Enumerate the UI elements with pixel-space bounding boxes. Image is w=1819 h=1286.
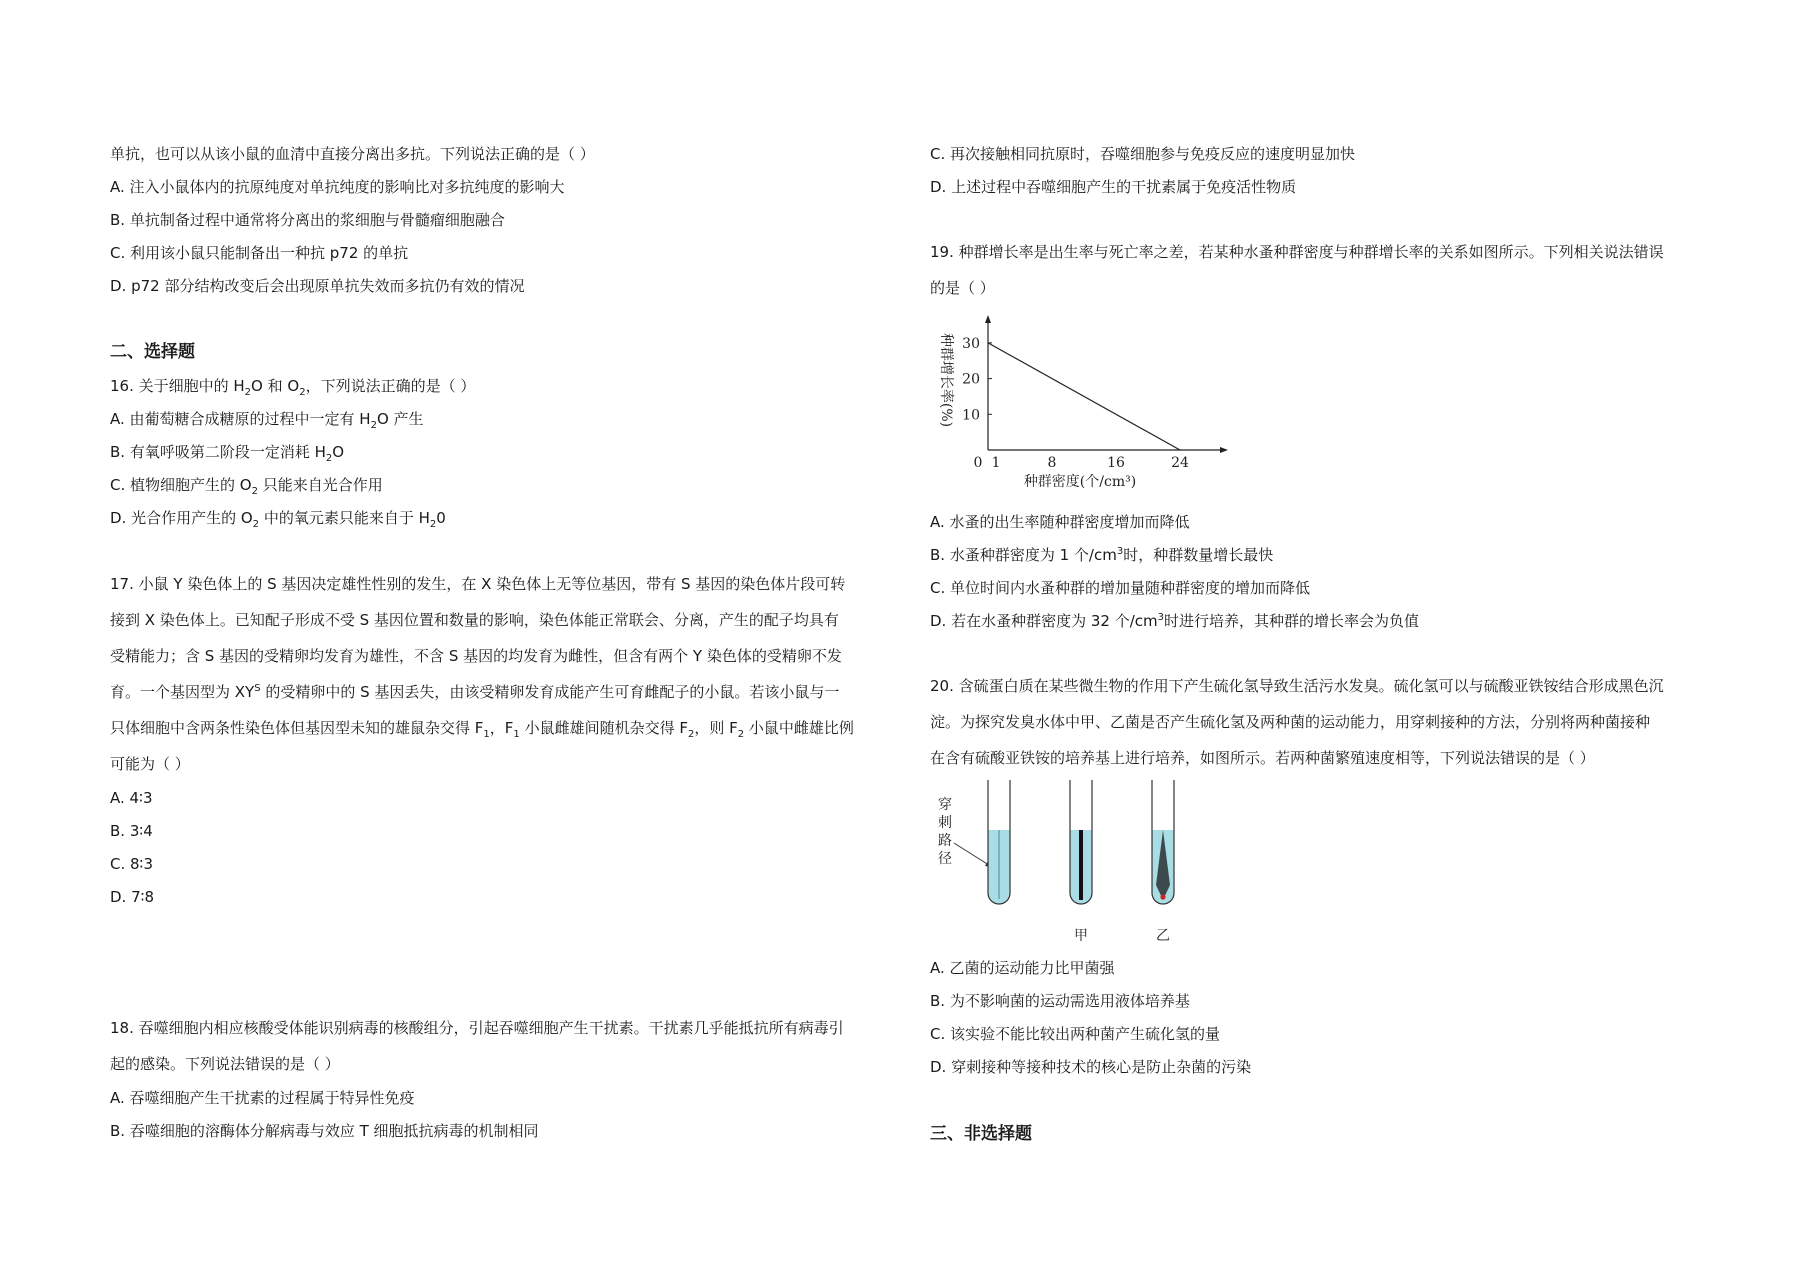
q17-line-5: 只体细胞中含两条性染色体但基因型未知的雄鼠杂交得 $F_1$，$F_1$ 小鼠雌雄间随机杂交得 $F_2$，则 $F_2$ 小鼠中雌雄比例 xyxy=(110,719,854,740)
q19-option-d: D. 若在水蚤种群密度为 32 个$/cm^3$时进行培养，其种群的增长率会为负值 xyxy=(930,612,1420,630)
q18-option-b: B. 吞噬细胞的溶酶体分解病毒与效应 T 细胞抵抗病毒的机制相同 xyxy=(110,1122,539,1140)
q19-option-b: B. 水蚤种群密度为 1 个$/cm^3$时，种群数量增长最快 xyxy=(930,546,1274,564)
q17-option-b: B. 3∶4 xyxy=(110,822,153,840)
q20-option-c: C. 该实验不能比较出两种菌产生硫化氢的量 xyxy=(930,1025,1221,1043)
tube-control xyxy=(988,780,1010,904)
tube-label-yi: 乙 xyxy=(1156,928,1170,944)
y-tick-label: 20 xyxy=(962,371,980,388)
q18-line-1: 18. 吞噬细胞内相应核酸受体能识别病毒的核酸组分，引起吞噬细胞产生干扰素。干扰素几乎能抵抗所有病毒引 xyxy=(110,1019,844,1037)
x-axis-arrow xyxy=(1220,447,1228,453)
q15-stem-tail: 单抗，也可以从该小鼠的血清中直接分离出多抗。下列说法正确的是（ ） xyxy=(110,145,595,163)
q17-line-6: 可能为（ ） xyxy=(110,755,190,773)
y-tick-label: 30 xyxy=(962,335,980,352)
q17-line-1: 17. 小鼠 Y 染色体上的 S 基因决定雄性性别的发生，在 X 染色体上无等位基因，带有 S 基因的染色体片段可转 xyxy=(110,575,846,593)
x-axis-label: 种群密度(个/cm³) xyxy=(1023,474,1137,490)
stab-growth-black xyxy=(1079,830,1083,900)
chart-labels xyxy=(938,333,1189,490)
y-tick-label: 10 xyxy=(962,407,980,424)
y-axis-arrow xyxy=(985,315,991,323)
q15-option-c: C. 利用该小鼠只能制备出一种抗 p72 的单抗 xyxy=(110,244,409,262)
q20-option-d: D. 穿刺接种等接种技术的核心是防止杂菌的污染 xyxy=(930,1058,1252,1076)
q18-option-a: A. 吞噬细胞产生干扰素的过程属于特异性免疫 xyxy=(110,1089,415,1107)
q19-line-1: 19. 种群增长率是出生率与死亡率之差，若某种水蚤种群密度与种群增长率的关系如图所示。下列相关说法错误 xyxy=(930,243,1664,261)
q18-line-2: 起的感染。下列说法错误的是（ ） xyxy=(110,1055,340,1073)
q17-option-a: A. 4∶3 xyxy=(110,789,153,807)
q16-option-c: C. 植物细胞产生的 $O_2$ 只能来自光合作用 xyxy=(110,476,383,497)
path-label-char: 穿 xyxy=(938,797,952,813)
y-axis-label: 种群增长率(%) xyxy=(938,332,954,428)
q20-line-1: 20. 含硫蛋白质在某些微生物的作用下产生硫化氢导致生活污水发臭。硫化氢可以与硫酸亚铁铵结合形成黑色沉 xyxy=(930,677,1664,695)
section-heading-2: 二、选择题 xyxy=(110,342,195,362)
series-line xyxy=(988,343,1180,450)
q16-stem: 16. 关于细胞中的 $H_2O$ 和 $O_2$，下列说法正确的是（ ） xyxy=(110,377,476,398)
q20-line-2: 淀。为探究发臭水体中甲、乙菌是否产生硫化氢及两种菌的运动能力，用穿刺接种的方法，分别将两种菌接种 xyxy=(930,713,1651,731)
tube-bottom-dot xyxy=(1160,894,1165,899)
tube-yi xyxy=(1152,780,1174,904)
q16-option-b: B. 有氧呼吸第二阶段一定消耗 $H_2O$ xyxy=(110,443,345,464)
x-tick-label: 16 xyxy=(1107,455,1125,471)
chart-marks xyxy=(988,343,1180,450)
q15-option-a: A. 注入小鼠体内的抗原纯度对单抗纯度的影响比对多抗纯度的影响大 xyxy=(110,178,565,196)
tube-jia xyxy=(1070,780,1092,904)
path-label-char: 径 xyxy=(938,851,952,867)
q17-line-4: 育。一个基因型为 $XY^S$ 的受精卵中的 S 基因丢失，由该受精卵发育成能产生可育雌配子的小鼠。若该小鼠与一 xyxy=(110,683,840,701)
q16-option-a: A. 由葡萄糖合成糖原的过程中一定有 $H_2O$ 产生 xyxy=(110,410,424,431)
path-label-char: 路 xyxy=(938,833,952,849)
stab-culture-figure xyxy=(930,775,1210,950)
x-tick-label: 0 xyxy=(973,455,983,471)
q17-option-c: C. 8∶3 xyxy=(110,855,154,873)
q19-option-a: A. 水蚤的出生率随种群密度增加而降低 xyxy=(930,513,1190,531)
chart-axes xyxy=(985,315,1228,453)
q15-option-d: D. p72 部分结构改变后会出现原单抗失效而多抗仍有效的情况 xyxy=(110,277,525,295)
q20-line-3: 在含有硫酸亚铁铵的培养基上进行培养，如图所示。若两种菌繁殖速度相等，下列说法错误的是（ ） xyxy=(930,749,1595,767)
q18-option-c: C. 再次接触相同抗原时，吞噬细胞参与免疫反应的速度明显加快 xyxy=(930,145,1356,163)
section-heading-3: 三、非选择题 xyxy=(930,1124,1032,1144)
population-growth-chart xyxy=(930,310,1230,490)
q20-option-b: B. 为不影响菌的运动需选用液体培养基 xyxy=(930,992,1190,1010)
x-tick-label: 8 xyxy=(1047,455,1057,471)
x-tick-label: 1 xyxy=(991,455,1001,471)
q17-line-2: 接到 X 染色体上。已知配子形成不受 S 基因位置和数量的影响，染色体能正常联会、分离，产生的配子均具有 xyxy=(110,611,839,629)
q17-option-d: D. 7∶8 xyxy=(110,888,155,906)
x-tick-label: 24 xyxy=(1171,455,1189,471)
path-pointer-line xyxy=(954,843,992,867)
q19-option-c: C. 单位时间内水蚤种群的增加量随种群密度的增加而降低 xyxy=(930,579,1311,597)
q15-option-b: B. 单抗制备过程中通常将分离出的浆细胞与骨髓瘤细胞融合 xyxy=(110,211,505,229)
q19-line-2: 的是（ ） xyxy=(930,279,995,297)
path-label-char: 刺 xyxy=(938,815,952,831)
q18-option-d: D. 上述过程中吞噬细胞产生的干扰素属于免疫活性物质 xyxy=(930,178,1297,196)
q16-option-d: D. 光合作用产生的 $O_2$ 中的氧元素只能来自于 $H_20$ xyxy=(110,509,446,530)
q20-option-a: A. 乙菌的运动能力比甲菌强 xyxy=(930,959,1115,977)
tube-label-jia: 甲 xyxy=(1074,928,1088,944)
q17-line-3: 受精能力；含 S 基因的受精卵均发育为雄性，不含 S 基因的均发育为雌性，但含有两个 Y 染色体的受精卵不发 xyxy=(110,647,842,665)
